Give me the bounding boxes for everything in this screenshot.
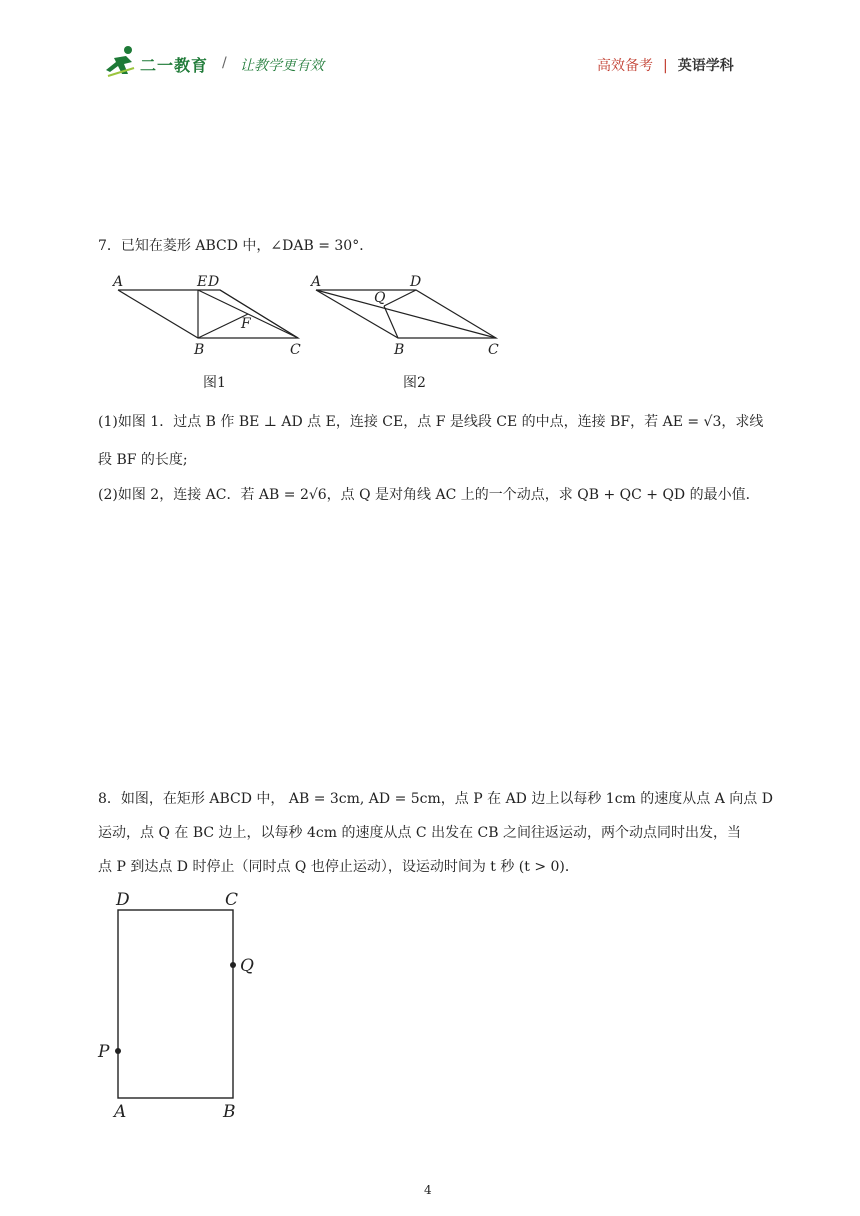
fig2-label-c: C bbox=[488, 342, 499, 358]
q8-line3: 点 P 到达点 D 时停止（同时点 Q 也停止运动），设运动时间为 t 秒 (t > 0)． bbox=[98, 859, 579, 875]
runner-logo-icon bbox=[104, 44, 140, 78]
q8-line1: 8．如图，在矩形 ABCD 中， AB = 3cm, AD = 5cm，点 P 在 AD 边上以每秒 1cm 的速度从点 A 向点 D bbox=[98, 791, 773, 807]
header-exam-label: 高效备考 bbox=[597, 58, 653, 74]
q8-line2: 运动，点 Q 在 BC 边上，以每秒 4cm 的速度从点 C 出发在 CB 之间往返运动，两个动点同时出发，当 bbox=[98, 825, 741, 841]
q7-figure-1 bbox=[108, 270, 308, 360]
fig1-label-b: B bbox=[194, 342, 205, 358]
fig2-label-d: D bbox=[410, 274, 422, 290]
q8-label-a: A bbox=[114, 1102, 127, 1122]
page-header bbox=[0, 0, 860, 100]
slogan: 让教学更有效 bbox=[240, 58, 324, 74]
fig1-label-e: E bbox=[197, 274, 208, 290]
fig2-label-b: B bbox=[394, 342, 405, 358]
q7-part1-line2: 段 BF 的长度; bbox=[98, 452, 188, 468]
fig1-caption: 图1 bbox=[203, 375, 226, 391]
q8-label-b: B bbox=[223, 1102, 236, 1122]
fig2-caption: 图2 bbox=[403, 375, 426, 391]
fig2-label-q: Q bbox=[374, 290, 386, 306]
fig1-label-d: D bbox=[208, 274, 220, 290]
q8-label-q: Q bbox=[240, 956, 254, 976]
logo-text: 二一教育 bbox=[140, 56, 209, 75]
q8-label-p: P bbox=[98, 1042, 110, 1062]
fig1-label-a: A bbox=[113, 274, 124, 290]
q7-part2: (2)如图 2，连接 AC．若 AB = 2√6，点 Q 是对角线 AC 上的一个动点，求 QB + QC + QD 的最小值． bbox=[98, 487, 760, 503]
fig1-label-c: C bbox=[290, 342, 301, 358]
header-separator: | bbox=[663, 58, 668, 74]
q8-label-c: C bbox=[225, 890, 239, 910]
q7-figure-2 bbox=[306, 270, 506, 360]
q7-part1-line1: (1)如图 1．过点 B 作 BE ⊥ AD 点 E，连接 CE，点 F 是线段 CE 的中点，连接 BF，若 AE = √3，求线 bbox=[98, 414, 764, 430]
page-number: 4 bbox=[424, 1183, 432, 1197]
slogan-divider: / bbox=[222, 55, 227, 71]
q7-stem: 7．已知在菱形 ABCD 中，∠DAB = 30°． bbox=[98, 238, 374, 254]
q8-rectangle-figure bbox=[90, 888, 270, 1124]
header-subject-label: 英语学科 bbox=[677, 58, 734, 74]
header-subject bbox=[597, 55, 734, 75]
q8-label-d: D bbox=[116, 890, 130, 910]
fig1-label-f: F bbox=[241, 316, 251, 332]
fig2-label-a: A bbox=[311, 274, 322, 290]
